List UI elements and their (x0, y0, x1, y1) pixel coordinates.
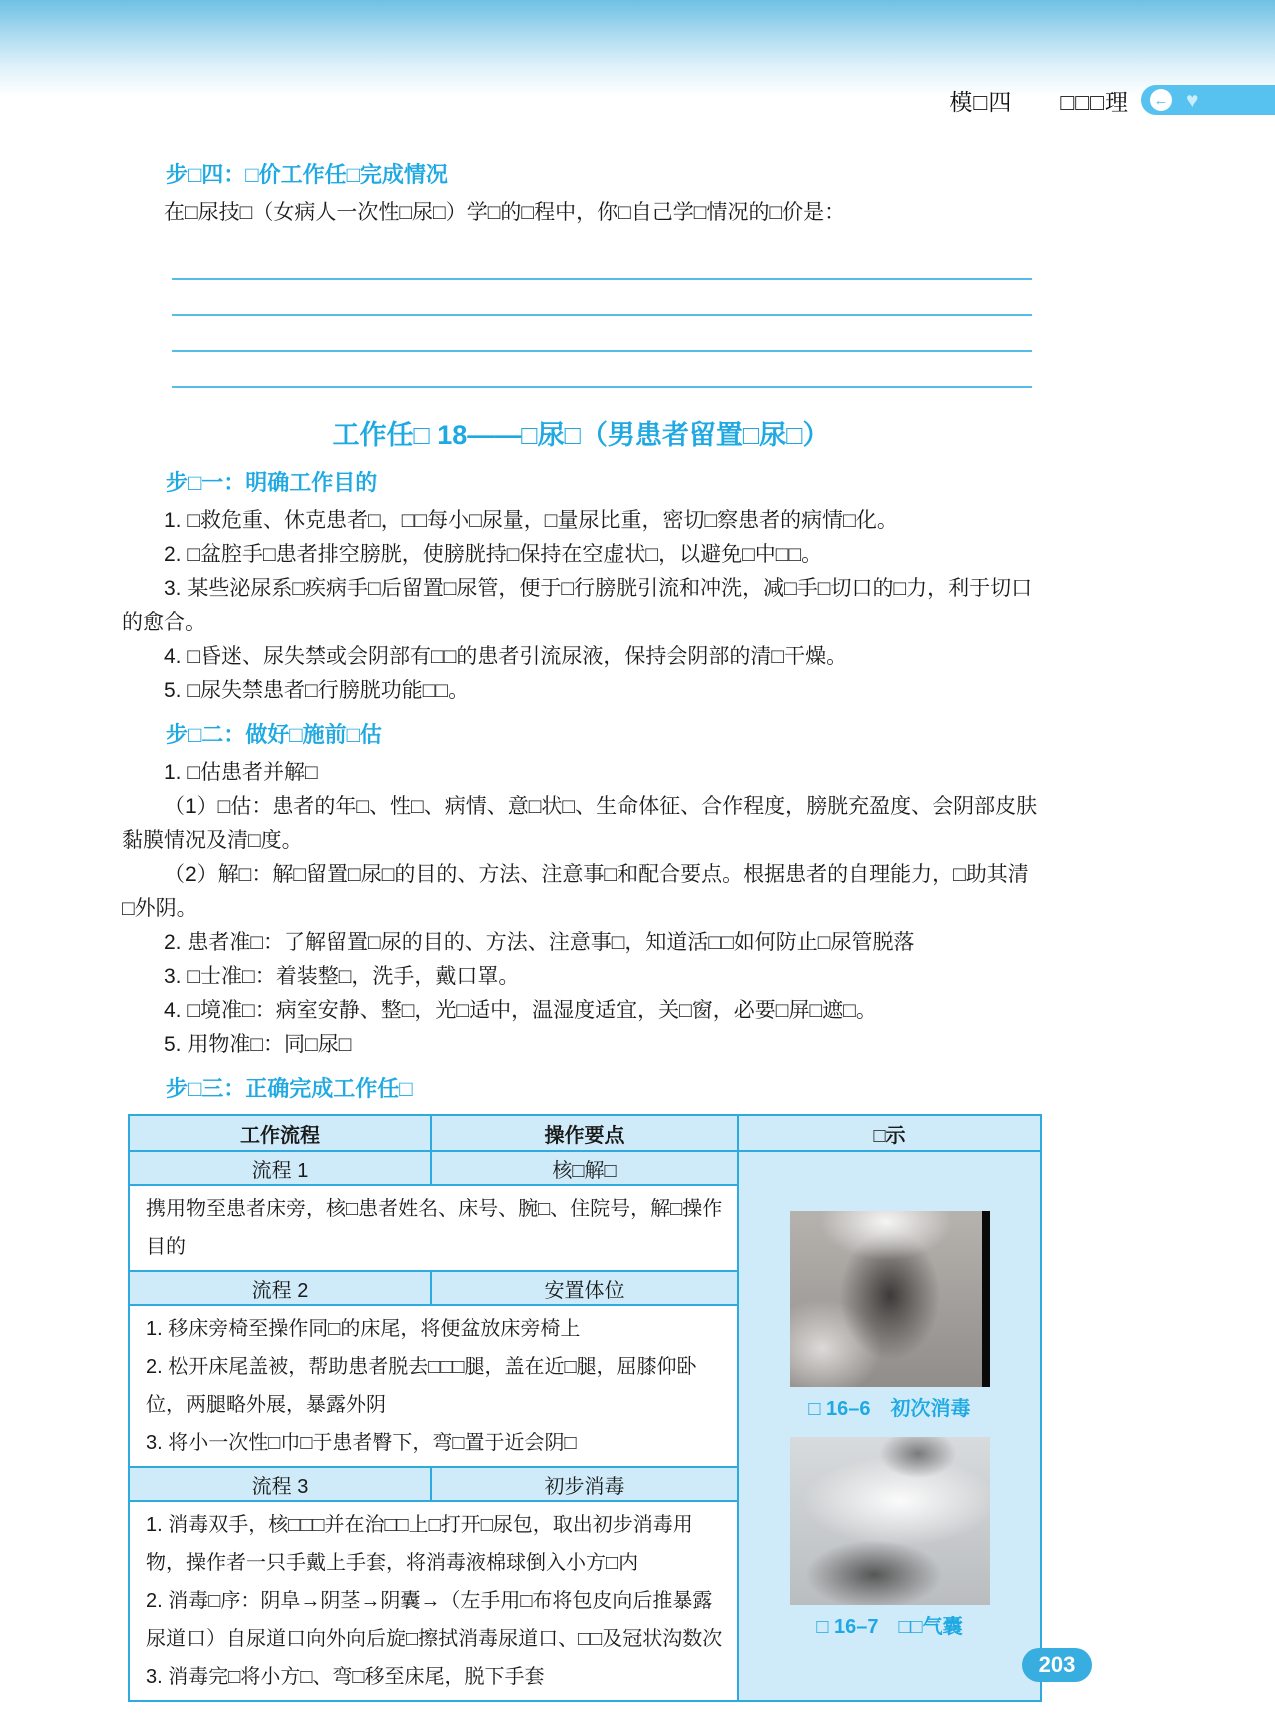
list-item: 2. □盆腔手□患者排空膀胱，使膀胱持□保持在空虚状□，以避免□中□□。 (164, 543, 823, 566)
flow3-label-cell: 流程 3 (129, 1467, 431, 1501)
figure-photo-disinfection (790, 1211, 990, 1387)
answer-line (172, 280, 1032, 316)
flow1-point-cell: 核□解□ (431, 1151, 738, 1185)
list-item: 1. □估患者并解□ (164, 761, 318, 784)
flow2-point-cell: 安置体位 (431, 1271, 738, 1305)
list-item: （1）□估：患者的年□、性□、病情、意□状□、生命体征、合作程度，膀胱充盈度、会阴部皮肤黏膜情况及清□度。 (122, 795, 1038, 852)
flow3-content-cell (129, 1501, 738, 1701)
flow3-step: 3. 消毒完□将小方□、弯□移至床尾，脱下手套 (146, 1666, 545, 1688)
list-item: 1. □救危重、休克患者□，□□每小□尿量，□量尿比重，密切□察患者的病情□化。 (164, 509, 898, 532)
heart-icon: ♥ (1186, 88, 1199, 112)
flow3-point-cell: 初步消毒 (431, 1467, 738, 1501)
module-title: 模□四 □□□理 (949, 88, 1129, 115)
figure-caption: □ 16–6 初次消毒 (808, 1397, 971, 1420)
answer-line (172, 352, 1032, 388)
top-gradient-banner (0, 0, 1275, 96)
list-item: （2）解□：解□留置□尿□的目的、方法、注意事□和配合要点。根据患者的自理能力，□助其清□外阴。 (122, 863, 1029, 920)
column-header-flow: 工作流程 (129, 1115, 431, 1151)
step4-intro-paragraph: 在□尿技□（女病人一次性□尿□）学□的□程中，你□自己学□情况的□价是： (164, 201, 846, 224)
table-row (129, 1151, 1041, 1185)
list-item: 3. □士准□：着装整□，洗手，戴口罩。 (164, 965, 520, 988)
main-content (122, 148, 1040, 1702)
page-header (949, 84, 1275, 116)
answer-lines-block (172, 244, 1032, 388)
back-arrow-icon: ← (1150, 89, 1172, 111)
column-header-figure: □示 (738, 1115, 1041, 1151)
flow2-content-cell (129, 1305, 738, 1467)
list-item: 5. 用物准□：同□尿□ (164, 1033, 352, 1056)
list-item: 5. □尿失禁患者□行膀胱功能□□。 (164, 679, 470, 702)
figure-photo-balloon-check (790, 1437, 990, 1605)
list-item: 2. 患者准□：了解留置□尿的目的、方法、注意事□，知道活□□如何防止□尿管脱落 (164, 931, 915, 954)
flow2-step: 1. 移床旁椅至操作同□的床尾，将便盆放床旁椅上 (146, 1318, 581, 1340)
flow3-step: 1. 消毒双手，核□□□并在治□□上□打开□尿包，取出初步消毒用物，操作者一只手戴上手套，将消毒液棉球倒入小方□内 (146, 1514, 693, 1574)
flow2-label-cell: 流程 2 (129, 1271, 431, 1305)
figure-caption: □ 16–7 □□气囊 (816, 1615, 963, 1638)
step2-heading: 步□二：做好□施前□估 (166, 722, 382, 747)
list-item: 4. □昏迷、尿失禁或会阴部有□□的患者引流尿液，保持会阴部的清□干燥。 (164, 645, 848, 668)
step1-heading: 步□一：明确工作目的 (166, 470, 378, 495)
list-item: 4. □境准□：病室安静、整□，光□适中，温湿度适宜，关□窗，必要□屏□遮□。 (164, 999, 877, 1022)
work-flow-table (128, 1114, 1042, 1702)
flow2-step: 3. 将小一次性□巾□于患者臀下，弯□置于近会阴□ (146, 1432, 577, 1454)
flow3-step: 2. 消毒□序：阴阜→阴茎→阴囊→（左手用□布将包皮向后推暴露尿道口）自尿道口向外向后旋□擦拭消毒尿道口、□□及冠状沟数次 (146, 1590, 723, 1650)
answer-line (172, 244, 1032, 280)
table-header-row (129, 1115, 1041, 1151)
step3-heading: 步□三：正确完成工作任□ (166, 1076, 413, 1101)
column-header-points: 操作要点 (431, 1115, 738, 1151)
flow2-step: 2. 松开床尾盖被，帮助患者脱去□□□腿，盖在近□腿，屈膝仰卧位，两腿略外展，暴露外阴 (146, 1356, 697, 1416)
figure-column-cell (738, 1151, 1041, 1701)
flow1-content-cell (129, 1185, 738, 1271)
header-decoration-pill (1141, 85, 1275, 115)
task-title: 工作任□ 18——□尿□（男患者留置□尿□） (332, 420, 830, 450)
answer-line (172, 316, 1032, 352)
flow1-content: 携用物至患者床旁，核□患者姓名、床号、腕□、住院号，解□操作目的 (146, 1198, 723, 1258)
flow1-label-cell: 流程 1 (129, 1151, 431, 1185)
step4-heading: 步□四：□价工作任□完成情况 (166, 162, 448, 187)
page-number-badge: 203 (1022, 1648, 1092, 1682)
list-item: 3. 某些泌尿系□疾病手□后留置□尿管，便于□行膀胱引流和冲洗，减□手□切口的□力，利于切口的愈合。 (122, 577, 1033, 634)
